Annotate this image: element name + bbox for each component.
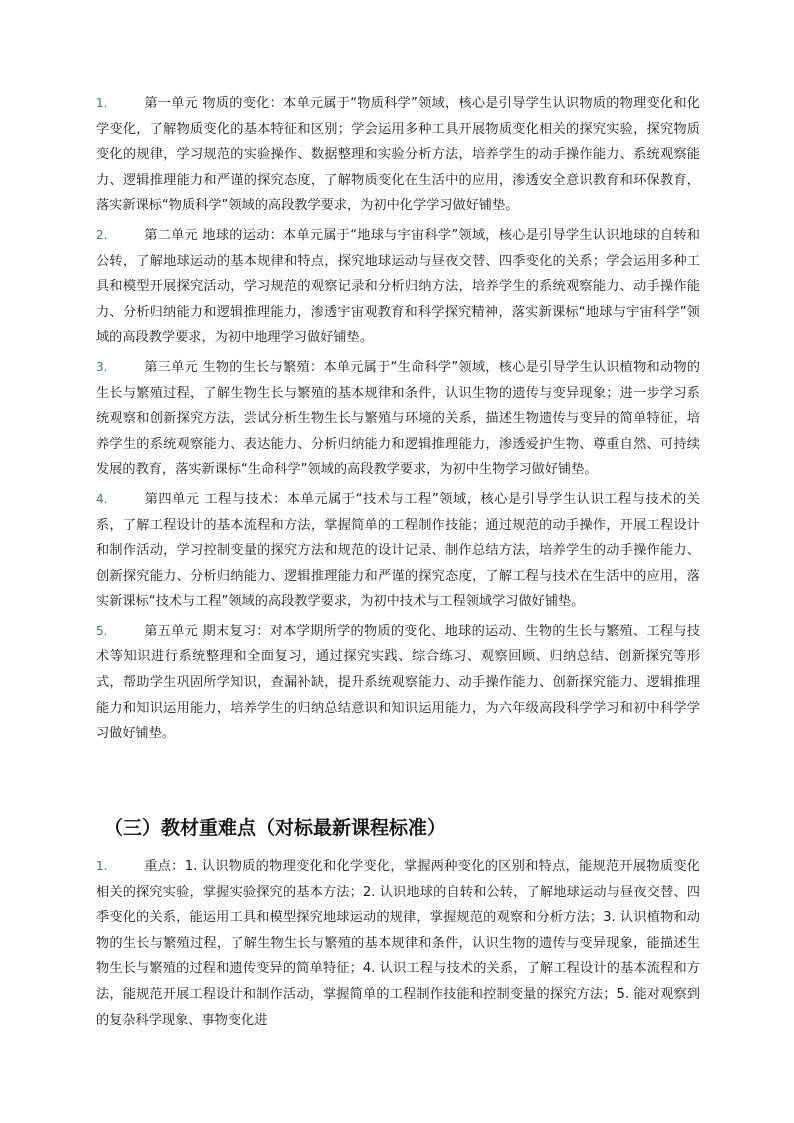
list-item-text: 第一单元 物质的变化：本单元属于“物质科学”领域，核心是引导学生认识物质的物理变化和化学变化，了解物质变化的基本特征和区别；学会运用多种工具开展物质变化相关的探究实验，探究物质变化的规律，学习规范的实验操作、数据整理和实验分析方法，培养学生的动手操作能力、系统观察能力、逻辑推理能力和严谨的探究态度，了解物质变化在生活中的应用，渗透安全意识教育和环保教育，落实新课标“物质科学”领域的高段教学要求，为初中化学学习做好铺垫。 (96, 96, 700, 214)
section-heading: （三）教材重难点（对标最新课程标准） (104, 817, 447, 839)
list-item (96, 223, 700, 351)
list-item-text: 第四单元 工程与技术：本单元属于“技术与工程”领域，核心是引导学生认识工程与技术的关系，了解工程设计的基本流程和方法，掌握简单的工程制作技能；通过规范的动手操作，开展工程设计和制作活动，学习控制变量的探究方法和规范的设计记录、制作总结方法，培养学生的动手操作能力、创新探究能力、分析归纳能力、逻辑推理能力和严谨的探究态度，了解工程与技术在生活中的应用，落实新课标“技术与工程”领域的高段教学要求，为初中技术与工程领域学习做好铺垫。 (96, 491, 700, 610)
list-item (96, 487, 700, 615)
list-item-text: 第五单元 期末复习：对本学期所学的物质的变化、地球的运动、生物的生长与繁殖、工程与技术等知识进行系统整理和全面复习，通过探究实践、综合练习、观察回顾、归纳总结、创新探究等形式，帮助学生巩固所学知识，查漏补缺，提升系统观察能力、动手操作能力、创新探究能力、逻辑推理能力和知识运用能力，培养学生的归纳总结意识和知识运用能力，为六年级高段科学学习和初中科学学习做好铺垫。 (96, 623, 700, 742)
key-points-list (96, 854, 700, 1037)
list-number: 1. (96, 859, 108, 873)
list-number: 3. (96, 359, 108, 374)
list-item (96, 854, 700, 1033)
list-item (96, 355, 700, 483)
list-item-text: 重点：1. 认识物质的物理变化和化学变化，掌握两种变化的区别和特点，能规范开展物质变化相关的探究实验，掌握实验探究的基本方法；2. 认识地球的自转和公转，了解地球运动与昼夜交替、四季变化的关系，能运用工具和模型探究地球运动的规律，掌握规范的观察和分析方法；3. 认识植物和动物的生长与繁殖过程，了解生物生长与繁殖的基本规律和条件，认识生物的遗传与变异现象，能描述生物生长与繁殖的过程和遗传变异的简单特征；4. 认识工程与技术的关系，了解工程设计的基本流程和方法，能规范开展工程设计和制作活动，掌握简单的工程制作技能和控制变量的探究方法；5. 能对观察到的复杂科学现象、事物变化进 (96, 859, 700, 1028)
list-number: 4. (96, 491, 108, 506)
unit-list (96, 91, 700, 751)
list-number: 5. (96, 623, 108, 638)
list-item (96, 619, 700, 747)
list-number: 2. (96, 227, 108, 242)
list-item-text: 第三单元 生物的生长与繁殖：本单元属于“生命科学”领域，核心是引导学生认识植物和动物的生长与繁殖过程，了解生物生长与繁殖的基本规律和条件，认识生物的遗传与变异现象；进一步学习系统观察和创新探究方法，尝试分析生物生长与繁殖与环境的关系，描述生物遗传与变异的简单特征，培养学生的系统观察能力、表达能力、分析归纳能力和逻辑推理能力，渗透爱护生物、尊重自然、可持续发展的教育，落实新课标“生命科学”领域的高段教学要求，为初中生物学习做好铺垫。 (96, 359, 700, 478)
list-item-text: 第二单元 地球的运动：本单元属于“地球与宇宙科学”领域，核心是引导学生认识地球的自转和公转，了解地球运动的基本规律和特点，探究地球运动与昼夜交替、四季变化的关系；学会运用多种工具和模型开展探究活动，学习规范的观察记录和分析归纳方法，培养学生的系统观察能力、动手操作能力、分析归纳能力和逻辑推理能力，渗透宇宙观教育和科学探究精神，落实新课标“地球与宇宙科学”领域的高段教学要求，为初中地理学习做好铺垫。 (96, 227, 700, 346)
list-item (96, 91, 700, 219)
list-number: 1. (96, 96, 108, 110)
